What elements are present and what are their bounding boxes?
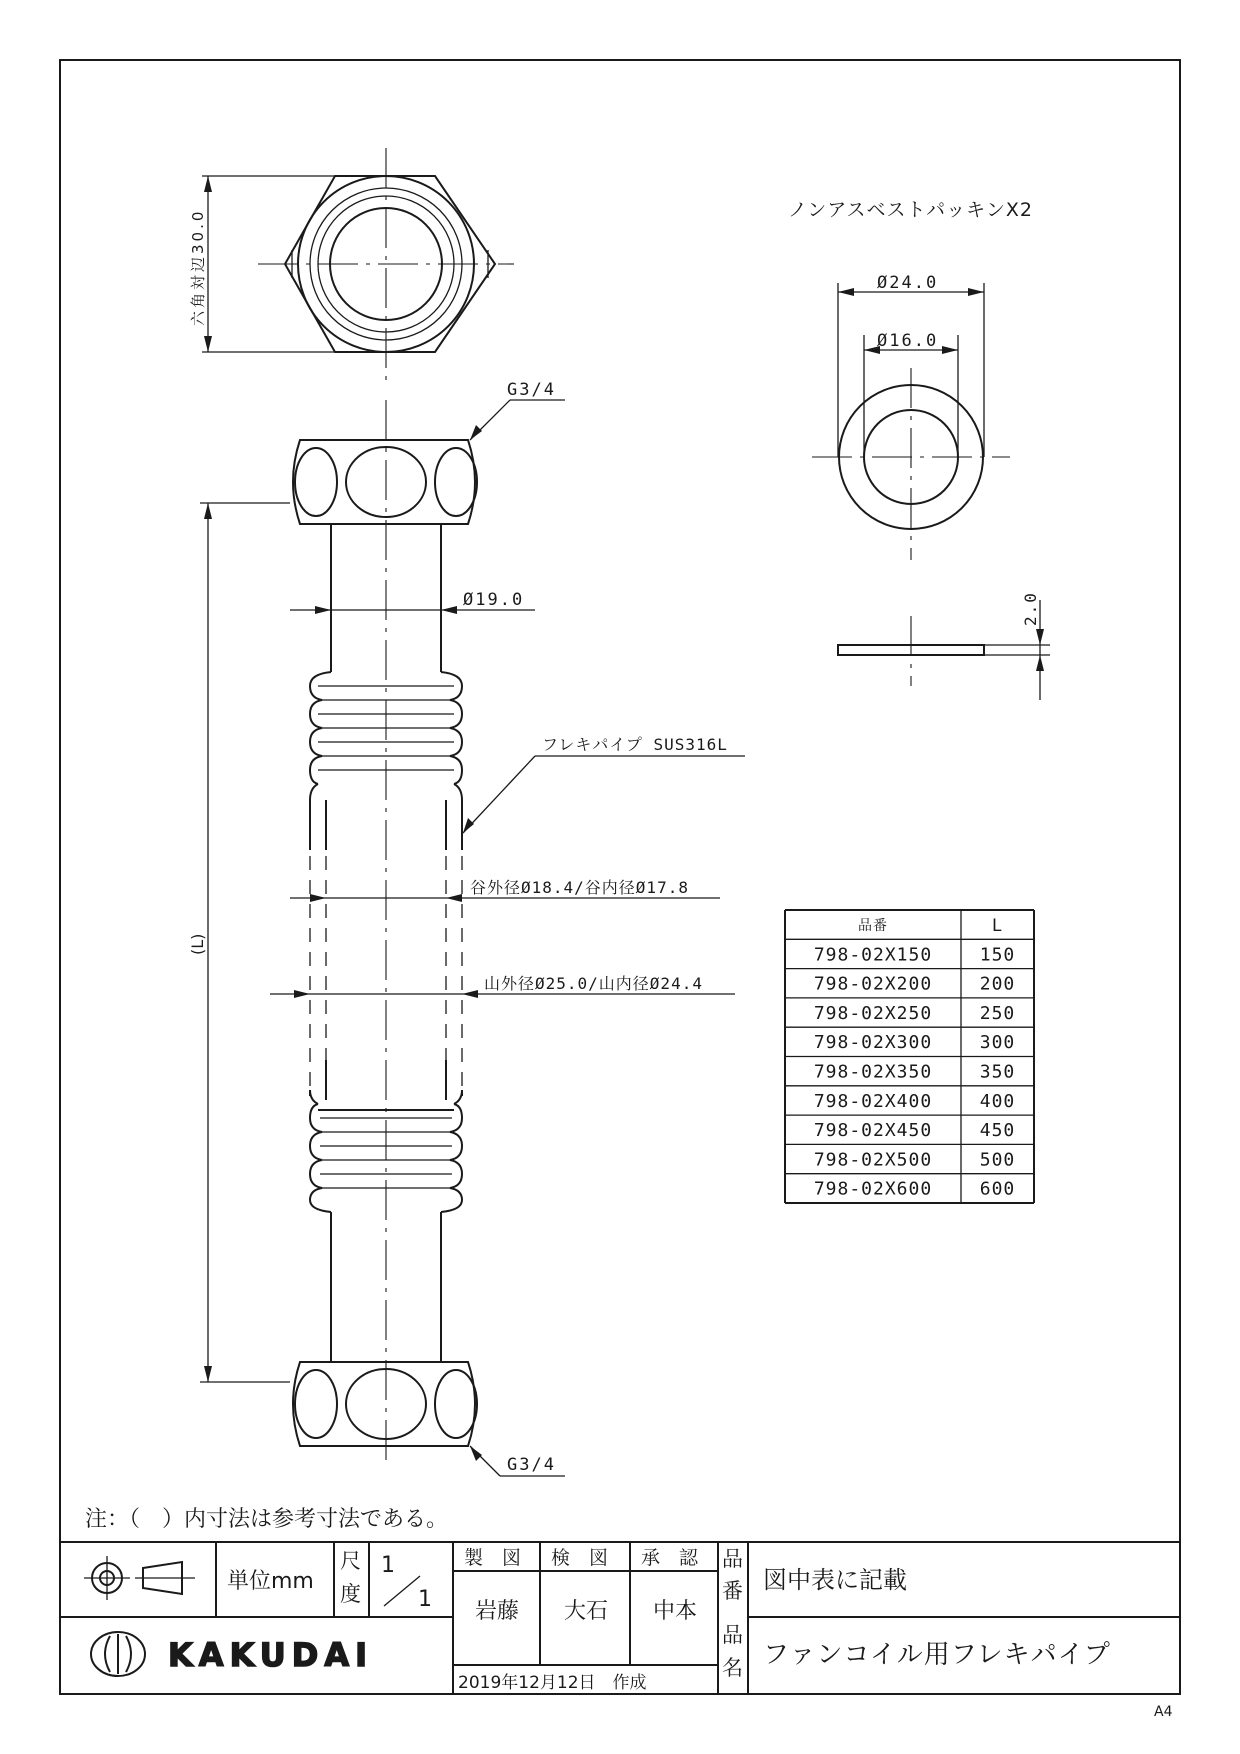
hex-nut-view [202,148,514,380]
packing-view [812,283,1010,560]
checked-by: 大石 [564,1599,609,1624]
table-row-length: 300 [979,1032,1016,1054]
table-row-length: 150 [979,944,1016,966]
table-row-length: 450 [979,1120,1016,1142]
length-label: (L) [188,933,207,955]
table-row-part-no: 798-02X300 [813,1032,933,1054]
parts-table [785,910,1034,1203]
crest-dia-label: 山外径Ø25.0/山内径Ø24.4 [484,974,703,993]
table-row-length: 600 [979,1178,1016,1200]
table-header-part-no: 品番 [858,918,888,934]
packing-inner-dia: Ø16.0 [877,331,939,351]
paper-size: A4 [1154,1704,1173,1720]
part-no-label-1: 品 [722,1547,743,1571]
thread-bottom-label: G3/4 [507,1455,556,1475]
thread-top-leader [470,400,565,440]
material-label: フレキパイプ SUS316L [542,735,728,754]
scale-denominator: 1 [418,1587,432,1612]
drawing-date: 2019年12月12日 作成 [458,1673,647,1693]
company-name: KAKUDAI [168,1636,374,1674]
packing-title: ノンアスベストパッキンX2 [788,199,1034,221]
checked-label: 検 図 [551,1547,609,1569]
table-row-part-no: 798-02X450 [813,1120,933,1142]
table-row-part-no: 798-02X200 [813,973,933,995]
note-text: 注：（ ）内寸法は参考寸法である。 [85,1507,449,1532]
table-row-part-no: 798-02X150 [813,944,933,966]
table-row-length: 350 [979,1061,1016,1083]
part-name-value: ファンコイル用フレキパイプ [763,1640,1111,1670]
approved-by: 中本 [653,1599,698,1624]
table-header-length: L [991,916,1004,936]
unit-label: 単位mm [227,1569,314,1594]
top-nut [293,440,477,524]
table-row-part-no: 798-02X600 [813,1178,933,1200]
part-name-label-2: 名 [722,1656,743,1680]
drawn-by: 岩藤 [475,1599,520,1624]
part-name-label-1: 品 [722,1623,743,1647]
part-no-value: 図中表に記載 [763,1566,907,1594]
table-row-part-no: 798-02X250 [813,1002,933,1024]
thread-top-label: G3/4 [507,380,556,400]
bottom-nut [293,1362,477,1446]
valley-dia-label: 谷外径Ø18.4/谷内径Ø17.8 [470,878,689,897]
table-row-length: 200 [979,973,1016,995]
dia-19-label: Ø19.0 [463,590,525,610]
table-row-part-no: 798-02X350 [813,1061,933,1083]
packing-side-view [838,600,1050,700]
scale-label-1: 尺 [340,1549,361,1573]
scale-numerator: 1 [381,1553,395,1578]
table-row-part-no: 798-02X500 [813,1149,933,1171]
drawing-border [60,60,1180,1694]
table-row-part-no: 798-02X400 [813,1090,933,1112]
approved-label: 承 認 [641,1547,699,1569]
drawn-label: 製 図 [464,1547,522,1569]
material-leader [463,756,745,833]
table-row-length: 400 [979,1090,1016,1112]
table-row-length: 500 [979,1149,1016,1171]
packing-outer-dia: Ø24.0 [877,273,939,293]
scale-label-2: 度 [340,1582,361,1606]
hex-dimension-label: 六角対辺30.0 [189,208,207,326]
packing-thickness: 2.0 [1021,591,1040,626]
length-dimension [200,503,290,1382]
part-no-label-2: 番 [722,1579,743,1603]
table-row-length: 250 [979,1002,1016,1024]
